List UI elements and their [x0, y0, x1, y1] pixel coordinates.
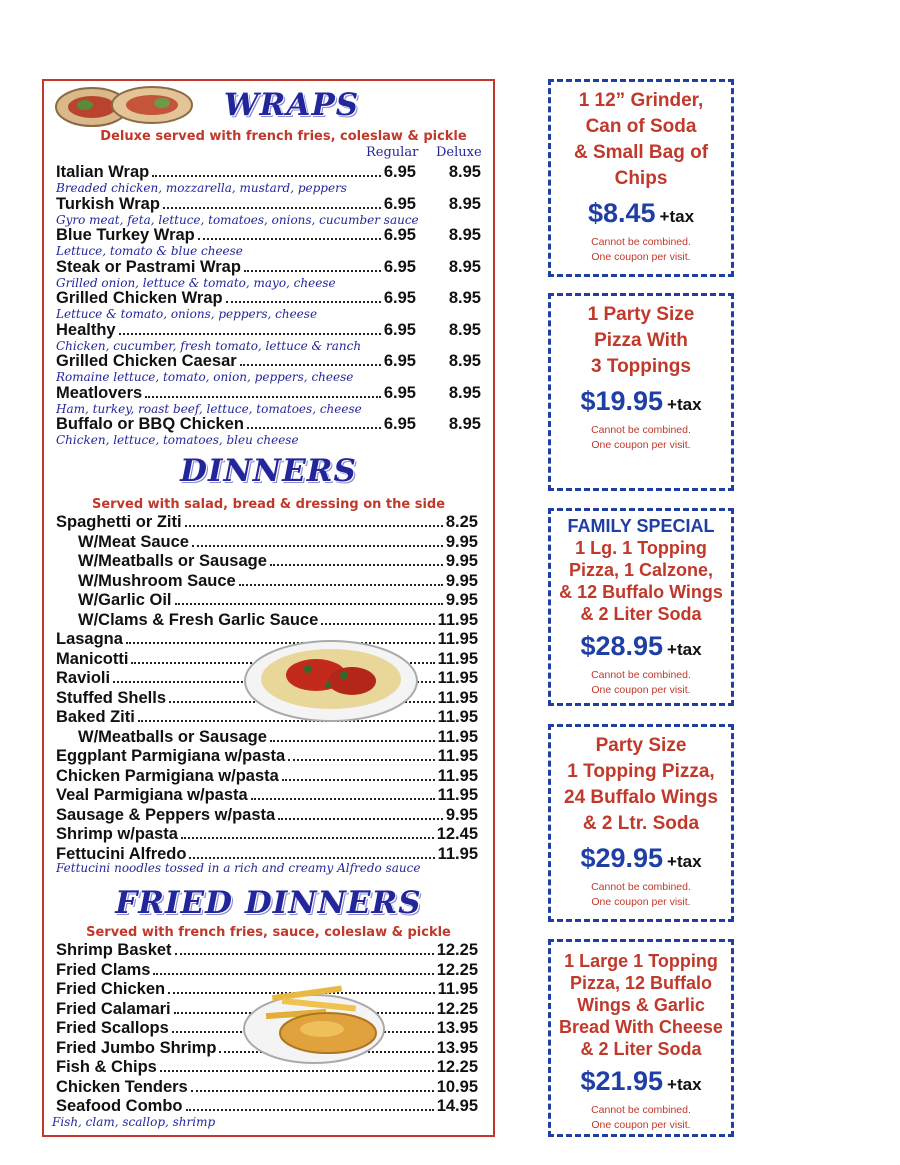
- wrap-item-name: Grilled Chicken Caesar: [56, 352, 237, 370]
- wrap-price-deluxe: 8.95: [448, 194, 481, 213]
- coupon-line: Wings & Garlic: [577, 995, 705, 1015]
- menu-content: [44, 81, 493, 1135]
- coupon-line: Pizza, 1 Calzone,: [568, 560, 714, 580]
- wrap-item-name: Grilled Chicken Wrap: [56, 289, 223, 307]
- fried-item-price: 10.95: [436, 1077, 478, 1096]
- coupon-price: [551, 198, 731, 229]
- wrap-item-name: Healthy: [56, 320, 116, 339]
- dinner-item-name: Baked Ziti: [56, 708, 135, 726]
- dinner-item-name: Sausage & Peppers w/pasta: [56, 805, 276, 824]
- dot-leader: [198, 238, 381, 240]
- col-deluxe-label: Deluxe: [436, 145, 482, 160]
- wrap-price-deluxe: 8.95: [448, 383, 481, 402]
- wrap-item-desc: Chicken, cucumber, fresh tomato, lettuce & ranch: [56, 338, 362, 353]
- dinner-item-name: Shrimp w/pasta: [56, 825, 178, 843]
- dinner-item-price: 11.95: [437, 669, 478, 687]
- dot-leader: [240, 364, 381, 366]
- wrap-price-regular: 6.95: [383, 415, 416, 433]
- wrap-item-main: [56, 415, 416, 433]
- fried-item-name: Shrimp Basket: [56, 941, 172, 959]
- fried-item-price: 13.95: [436, 1038, 478, 1057]
- coupon-heading: FAMILY SPECIAL: [567, 516, 715, 536]
- dot-leader: [226, 301, 381, 303]
- coupon-tax: +tax: [667, 395, 702, 414]
- coupon-line: Bread With Cheese: [559, 1017, 723, 1037]
- dinner-item: [56, 786, 478, 804]
- coupon-price-value: $28.95: [580, 631, 664, 661]
- wrap-price-regular: 6.95: [383, 352, 416, 370]
- coupon-line: 1 Large 1 Topping: [564, 951, 718, 971]
- dot-leader: [153, 973, 433, 975]
- dinner-item: [78, 728, 478, 746]
- fried-item-price: 13.95: [436, 1019, 478, 1037]
- dot-leader: [160, 1070, 434, 1072]
- dinner-item-name: Spaghetti or Ziti: [56, 513, 182, 531]
- fried-item-name: Fried Chicken: [56, 980, 166, 998]
- dinner-item: [78, 591, 478, 609]
- coupon-body: [551, 82, 731, 265]
- fried-item: [56, 961, 478, 979]
- wrap-item-main: [56, 384, 416, 402]
- wrap-item-main: [56, 258, 416, 276]
- coupon-body: [551, 727, 731, 910]
- dot-leader: [278, 818, 443, 820]
- wrap-item-desc: Lettuce & tomato, onions, peppers, cheese: [56, 307, 318, 321]
- wrap-item-desc: Gyro meat, feta, lettuce, tomatoes, onions, cucumber sauce: [56, 212, 419, 227]
- wrap-item-name: Turkish Wrap: [56, 194, 160, 213]
- coupon-line: 1 Lg. 1 Topping: [575, 538, 707, 558]
- wrap-item-desc: Chicken, lettuce, tomatoes, bleu cheese: [56, 433, 299, 447]
- coupon-price-value: $29.95: [580, 843, 664, 873]
- wrap-item-desc: Breaded chicken, mozzarella, mustard, peppers: [56, 181, 347, 195]
- coupon-line: Chips: [614, 168, 668, 189]
- fish-chips-photo: [242, 981, 386, 1067]
- coupon-price-value: $21.95: [580, 1066, 664, 1096]
- coupon-fine-print: [551, 1103, 731, 1133]
- wrap-price-deluxe: 8.95: [448, 289, 481, 307]
- coupon: [548, 724, 734, 922]
- coupon-fine-print: [551, 668, 731, 698]
- coupon-fine-print: [551, 423, 731, 453]
- dinner-item-name: Ravioli: [56, 669, 111, 687]
- fried-item: [56, 1097, 478, 1115]
- dot-leader: [244, 270, 381, 272]
- dot-leader: [191, 1090, 434, 1092]
- wrap-item: [56, 258, 481, 276]
- dinner-item-price: 12.45: [436, 825, 478, 843]
- dinner-item: [56, 513, 478, 531]
- coupon-price: [551, 843, 731, 874]
- coupon-fine-line: One coupon per visit.: [591, 251, 691, 263]
- wrap-item-name: Meatlovers: [56, 383, 143, 402]
- wrap-item-name: Italian Wrap: [56, 163, 150, 181]
- wrap-price-regular: 6.95: [383, 163, 416, 181]
- coupon-line: & 2 Liter Soda: [580, 604, 702, 624]
- wrap-price-deluxe: 8.95: [448, 320, 481, 339]
- dinner-item-name: W/Meat Sauce: [78, 532, 189, 551]
- fried-item: [56, 1078, 478, 1096]
- dinner-item-name: W/Mushroom Sauce: [78, 571, 236, 590]
- coupon-line: Party Size: [595, 735, 687, 756]
- dinner-item-name: W/Garlic Oil: [78, 591, 172, 609]
- fried-item-name: Chicken Tenders: [56, 1077, 188, 1096]
- col-regular-label: Regular: [366, 145, 419, 160]
- coupon-price-value: $8.45: [587, 198, 656, 228]
- wrap-price-regular: 6.95: [383, 320, 416, 339]
- dot-leader: [288, 759, 434, 761]
- wrap-item-name: Buffalo or BBQ Chicken: [56, 415, 244, 433]
- ravioli-plate-photo: [242, 633, 420, 725]
- coupon-line: 1 Topping Pizza,: [567, 761, 715, 782]
- dinner-item: [78, 533, 478, 551]
- dot-leader: [239, 584, 443, 586]
- wrap-price-deluxe: 8.95: [448, 415, 481, 433]
- wrap-item: [56, 384, 481, 402]
- dot-leader: [152, 175, 381, 177]
- dinner-item: [56, 747, 478, 765]
- dinner-item-name: Manicotti: [56, 649, 129, 668]
- wraps-subtitle: Deluxe served with french fries, coleslaw & pickle: [100, 129, 467, 144]
- coupon-line: & 2 Ltr. Soda: [582, 813, 700, 834]
- dinner-item-name: W/Meatballs or Sausage: [78, 552, 267, 570]
- dinner-item-name: W/Clams & Fresh Garlic Sauce: [78, 610, 319, 629]
- coupon-line: & Small Bag of: [573, 142, 709, 163]
- dinners-subtitle: Served with salad, bread & dressing on the side: [91, 497, 446, 512]
- dinner-item-price: 9.95: [445, 552, 478, 570]
- wrap-item: [56, 163, 481, 181]
- coupon-fine-line: One coupon per visit.: [591, 439, 691, 451]
- coupon-fine-line: Cannot be combined.: [591, 424, 691, 436]
- coupon-line: & 2 Liter Soda: [580, 1039, 702, 1059]
- fried-item-name: Fish & Chips: [56, 1058, 157, 1076]
- wrap-item: [56, 321, 481, 339]
- fried-item-price: 12.25: [436, 999, 478, 1018]
- coupon-price: [551, 386, 731, 417]
- dot-leader: [175, 953, 434, 955]
- coupon-body: [551, 511, 731, 698]
- coupon-tax: +tax: [667, 640, 702, 659]
- dot-leader: [185, 525, 443, 527]
- coupon-line: 3 Toppings: [591, 356, 691, 377]
- dot-leader: [270, 564, 443, 566]
- dinner-item-price: 8.25: [445, 513, 478, 531]
- fried-item-name: Fried Jumbo Shrimp: [56, 1038, 217, 1057]
- dinner-item-price: 11.95: [437, 708, 478, 726]
- coupon-tax: +tax: [667, 1075, 702, 1094]
- dinners-title: DINNERS: [180, 453, 357, 489]
- dot-leader: [247, 427, 381, 429]
- fried-item: [56, 941, 478, 959]
- dinner-item-name: W/Meatballs or Sausage: [78, 727, 267, 746]
- coupon-line: & 12 Buffalo Wings: [559, 582, 723, 602]
- dinner-item: [78, 552, 478, 570]
- fried-dinners-subtitle: Served with french fries, sauce, coleslaw & pickle: [86, 925, 451, 940]
- wrap-item-name: Steak or Pastrami Wrap: [56, 257, 241, 276]
- fried-item-name: Fried Clams: [56, 960, 151, 979]
- coupon-fine-line: Cannot be combined.: [591, 1104, 691, 1116]
- fried-item-price: 12.25: [436, 960, 478, 979]
- dinner-item-price: 9.95: [445, 532, 478, 551]
- dinner-item-name: Eggplant Parmigiana w/pasta: [56, 747, 286, 765]
- dot-leader: [282, 779, 435, 781]
- dinner-item-name: Fettucini Alfredo: [56, 844, 187, 863]
- coupon-fine-line: Cannot be combined.: [591, 236, 691, 248]
- dinner-item-price: 9.95: [445, 571, 478, 590]
- dot-leader: [119, 333, 381, 335]
- wrap-price-regular: 6.95: [383, 226, 416, 244]
- coupon-fine-line: One coupon per visit.: [591, 1119, 691, 1131]
- coupon-line: 1 Party Size: [587, 304, 695, 325]
- coupon-line: Pizza, 12 Buffalo: [569, 973, 713, 993]
- coupon-fine-line: One coupon per visit.: [591, 684, 691, 696]
- dinner-item-price: 11.95: [437, 610, 478, 629]
- coupon: [548, 508, 734, 706]
- coupon-line: Can of Soda: [585, 116, 697, 137]
- wrap-price-regular: 6.95: [383, 194, 416, 213]
- dot-leader: [181, 837, 434, 839]
- dinner-item-price: 9.95: [445, 591, 478, 609]
- coupon-fine-print: [551, 235, 731, 265]
- wrap-price-deluxe: 8.95: [448, 226, 481, 244]
- wrap-item-main: [56, 321, 416, 339]
- dinner-item-price: 11.95: [437, 649, 478, 668]
- coupon-line: Pizza With: [594, 330, 688, 351]
- dinner-item-price: 11.95: [437, 747, 478, 765]
- fried-item-price: 11.95: [437, 980, 478, 998]
- fried-item-name: Fried Calamari: [56, 999, 171, 1018]
- wrap-price-regular: 6.95: [383, 383, 416, 402]
- dinner-item-price: 11.95: [437, 727, 478, 746]
- dinner-item-name: Veal Parmigiana w/pasta: [56, 786, 248, 804]
- dinner-item-price: 11.95: [437, 786, 478, 804]
- dinner-item-price: 11.95: [437, 766, 478, 785]
- dot-leader: [186, 1109, 434, 1111]
- dot-leader: [145, 396, 381, 398]
- fried-item-name: Fried Scallops: [56, 1019, 169, 1037]
- coupon-tax: +tax: [667, 852, 702, 871]
- fried-dinners-title: FRIED DINNERS: [115, 885, 422, 921]
- dinner-item-name: Lasagna: [56, 630, 123, 648]
- coupon-fine-print: [551, 880, 731, 910]
- fried-item-name: Seafood Combo: [56, 1097, 183, 1115]
- wraps-title: WRAPS: [223, 87, 360, 123]
- wrap-item: [56, 352, 481, 370]
- wrap-item-desc: Lettuce, tomato & blue cheese: [56, 244, 243, 258]
- coupon: [548, 939, 734, 1137]
- coupon-body: [551, 942, 731, 1133]
- dot-leader: [192, 545, 443, 547]
- coupon-fine-line: Cannot be combined.: [591, 669, 691, 681]
- dinners-note: Fettucini noodles tossed in a rich and creamy Alfredo sauce: [56, 861, 421, 875]
- dot-leader: [251, 798, 435, 800]
- dinner-item: [56, 845, 478, 863]
- dinner-item: [56, 825, 478, 843]
- fried-note: Fish, clam, scallop, shrimp: [52, 1115, 216, 1129]
- fried-item-price: 14.95: [436, 1097, 478, 1115]
- wrap-item: [56, 195, 481, 213]
- dot-leader: [270, 740, 435, 742]
- wrap-price-deluxe: 8.95: [448, 257, 481, 276]
- menu-panel: [42, 79, 495, 1137]
- dinner-item-price: 11.95: [437, 688, 478, 707]
- wrap-item-main: [56, 352, 416, 370]
- dot-leader: [321, 623, 434, 625]
- dinner-item-price: 11.95: [437, 844, 478, 863]
- dinner-item: [78, 572, 478, 590]
- coupon-line: 24 Buffalo Wings: [564, 787, 718, 808]
- dinner-item-price: 11.95: [437, 630, 478, 648]
- dinner-item: [78, 611, 478, 629]
- wrap-price-deluxe: 8.95: [448, 352, 481, 370]
- dinner-item: [56, 806, 478, 824]
- wrap-price-regular: 6.95: [383, 257, 416, 276]
- coupon: [548, 293, 734, 491]
- dinner-item-name: Stuffed Shells: [56, 688, 167, 707]
- wrap-item: [56, 289, 481, 307]
- wrap-item: [56, 415, 481, 433]
- dinner-item: [56, 767, 478, 785]
- coupon-price: [551, 1066, 731, 1097]
- coupon: [548, 79, 734, 277]
- coupon-body: [551, 296, 731, 453]
- coupon-price: [551, 631, 731, 662]
- dot-leader: [189, 857, 434, 859]
- dot-leader: [163, 207, 381, 209]
- coupon-fine-line: One coupon per visit.: [591, 896, 691, 908]
- wrap-item-main: [56, 289, 416, 307]
- wrap-item-desc: Ham, turkey, roast beef, lettuce, tomatoes, cheese: [56, 401, 362, 416]
- wrap-item-main: [56, 226, 416, 244]
- coupon-tax: +tax: [659, 207, 695, 226]
- wrap-price-regular: 6.95: [383, 289, 416, 307]
- wrap-item-desc: Romaine lettuce, tomato, onion, peppers, cheese: [56, 370, 354, 384]
- dinner-item-price: 9.95: [445, 805, 478, 824]
- wrap-item-main: [56, 195, 416, 213]
- coupon-price-value: $19.95: [580, 386, 664, 416]
- coupon-fine-line: Cannot be combined.: [591, 881, 691, 893]
- wrap-item-desc: Grilled onion, lettuce & tomato, mayo, cheese: [56, 275, 336, 290]
- fried-item-price: 12.25: [436, 941, 478, 959]
- wrap-item: [56, 226, 481, 244]
- fried-item-price: 12.25: [436, 1058, 478, 1076]
- wrap-item-main: [56, 163, 416, 181]
- wrap-item-name: Blue Turkey Wrap: [56, 226, 195, 244]
- wrap-price-deluxe: 8.95: [448, 163, 481, 181]
- dinner-item-name: Chicken Parmigiana w/pasta: [56, 766, 279, 785]
- dot-leader: [175, 603, 443, 605]
- coupon-line: 1 12” Grinder,: [578, 90, 704, 111]
